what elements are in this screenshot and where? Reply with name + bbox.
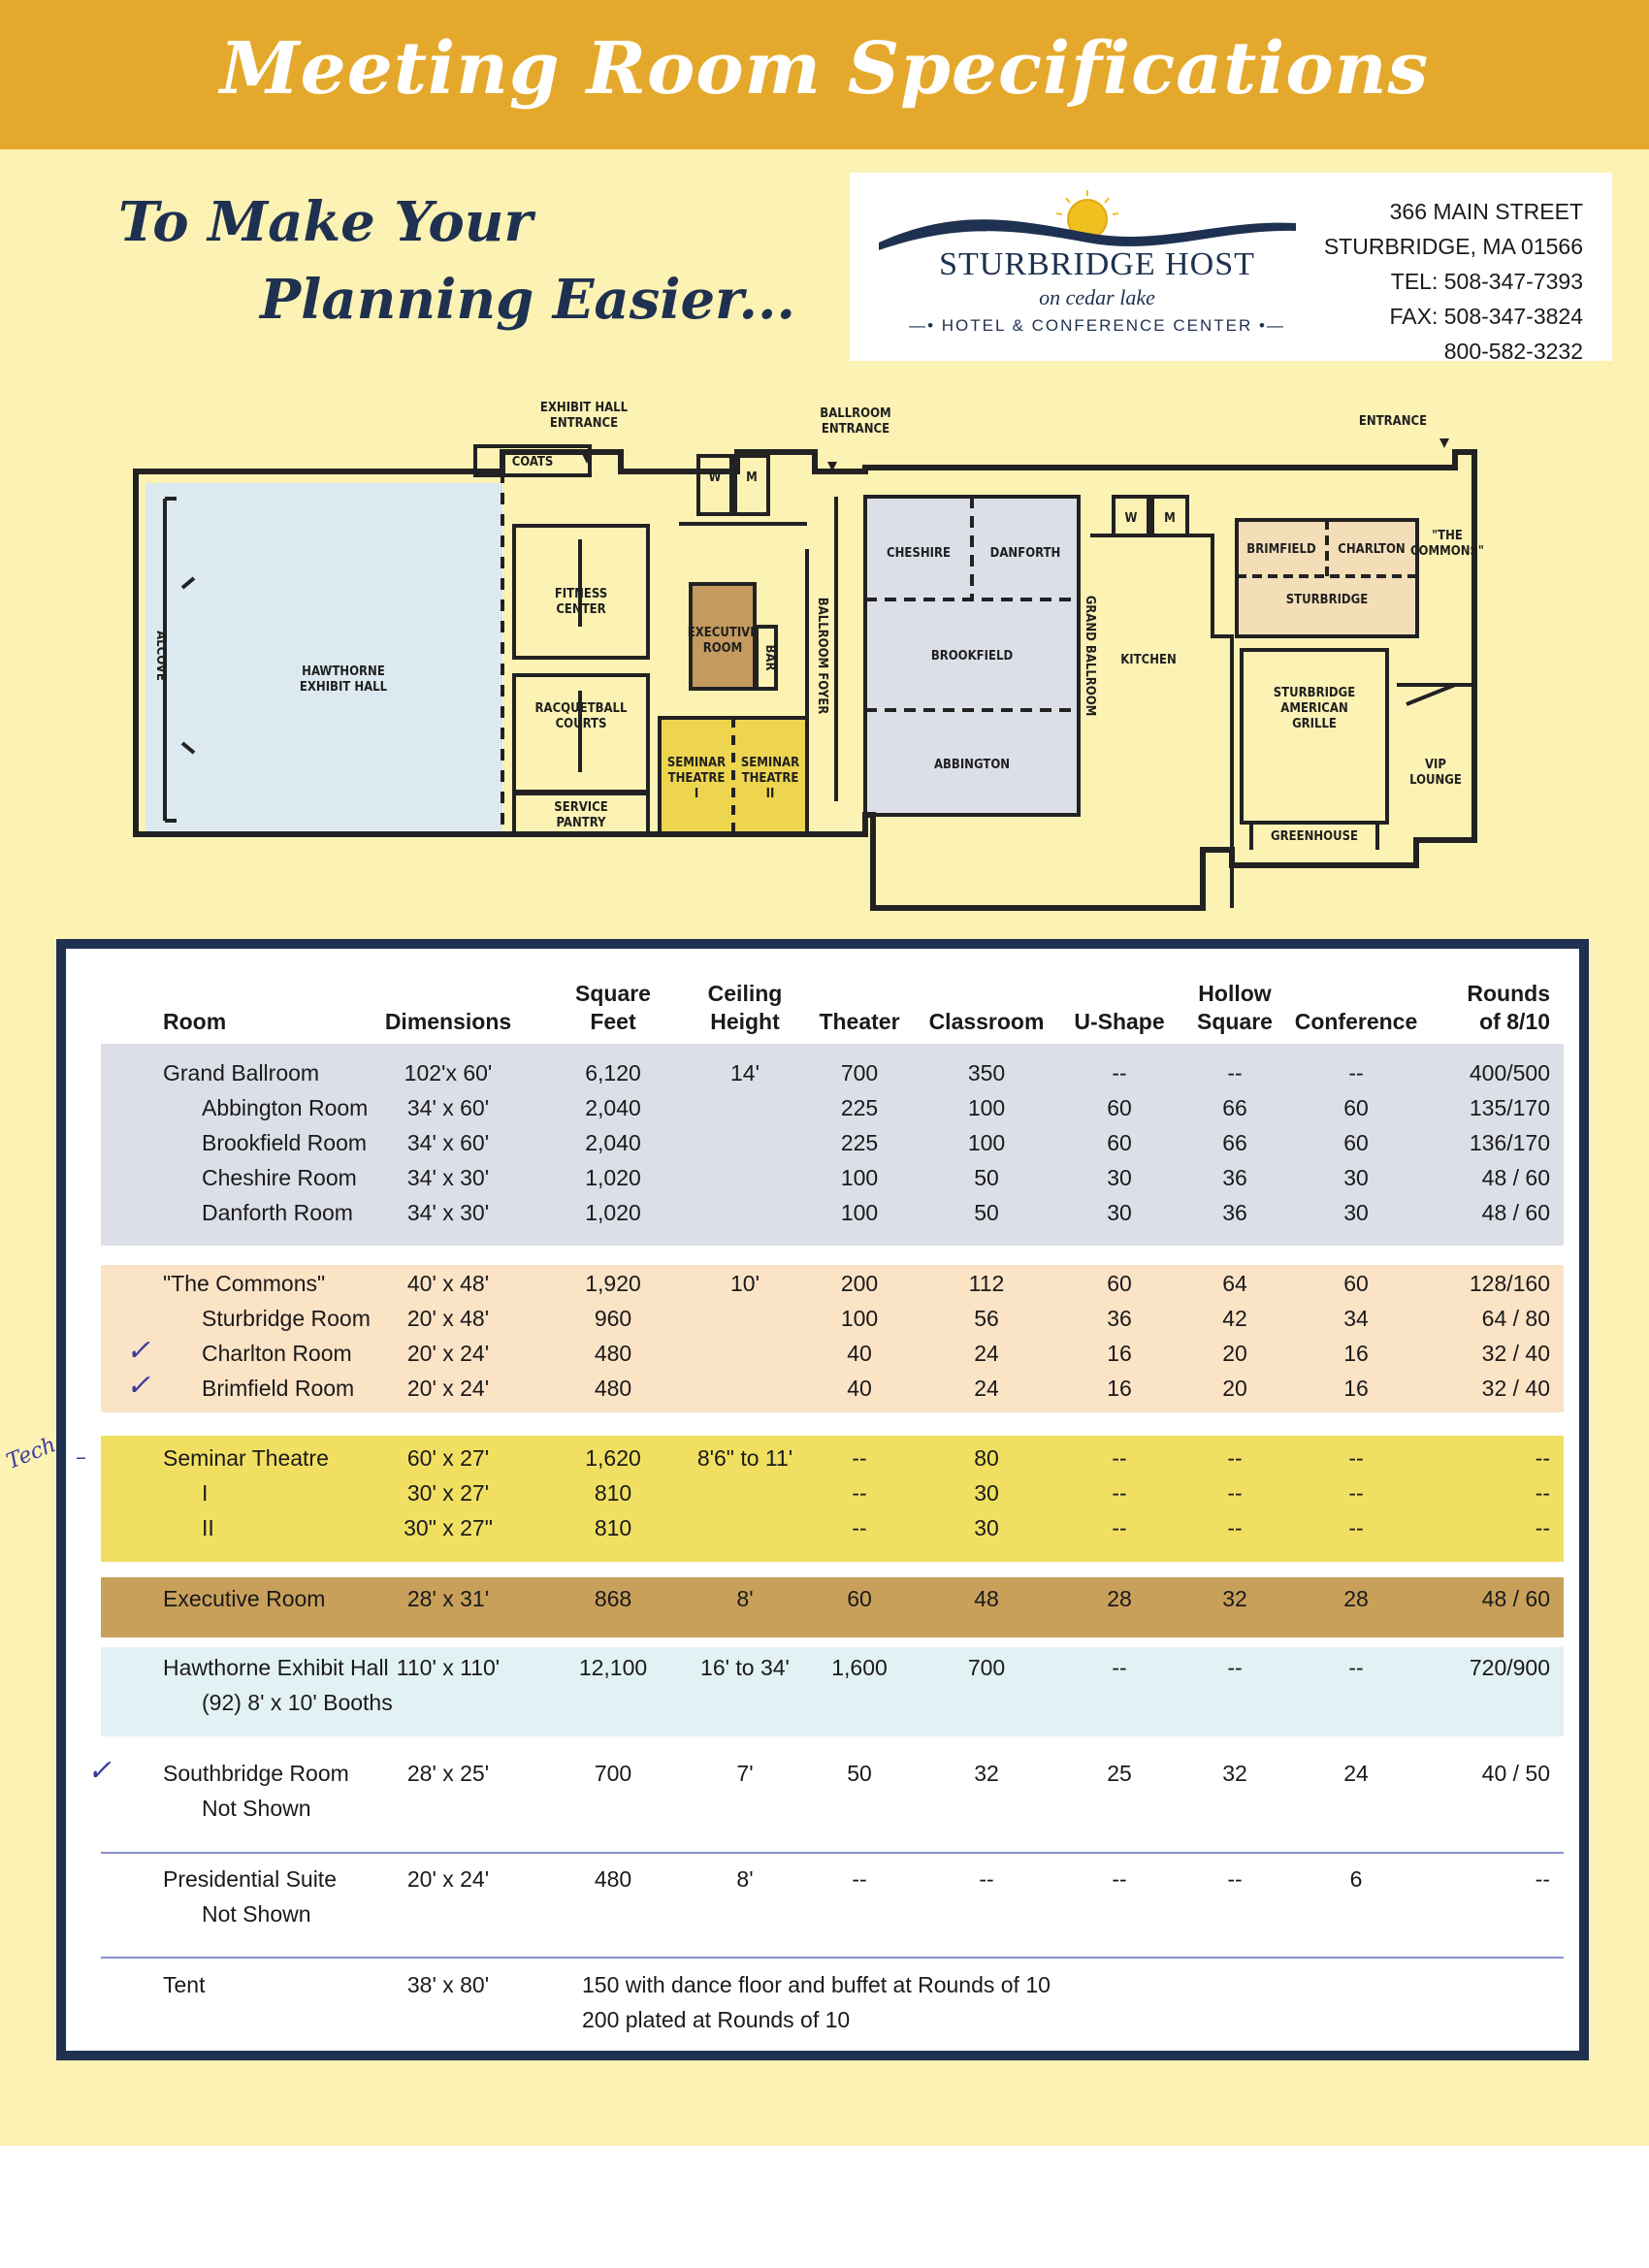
tent-note: 200 plated at Rounds of 10: [582, 2007, 851, 2032]
cell-square-feet: 810: [594, 1515, 632, 1540]
cell-dimensions: 28' x 25': [406, 1761, 490, 1786]
cell-ceiling: 8': [736, 1586, 754, 1611]
cell-conference: --: [1348, 1480, 1364, 1506]
cell-rounds: 135/170: [1469, 1095, 1550, 1120]
cell-hollow: 20: [1222, 1341, 1247, 1366]
handwritten-check-icon: ✓: [126, 1334, 151, 1368]
cell-square-feet: 1,020: [585, 1200, 641, 1225]
cell-conference: 24: [1343, 1761, 1369, 1786]
room-name: Not Shown: [202, 1901, 311, 1927]
label-entrance: ENTRANCE: [1358, 414, 1428, 429]
room-name: Not Shown: [202, 1796, 311, 1821]
cell-ushape: 30: [1107, 1165, 1132, 1190]
cell-square-feet: 1,620: [585, 1445, 641, 1471]
cell-hollow: --: [1227, 1445, 1243, 1471]
cell-ushape: --: [1112, 1515, 1127, 1540]
label-vip-2: LOUNGE: [1409, 773, 1462, 788]
label-executive-2: ROOM: [702, 641, 743, 656]
label-commons-1: "THE: [1432, 529, 1463, 543]
cell-hollow: 66: [1222, 1095, 1247, 1120]
divider-southbridge: [101, 1852, 1564, 1854]
cell-theater: 60: [847, 1586, 872, 1611]
cell-dimensions: 34' x 30': [406, 1165, 490, 1190]
cell-theater: 700: [840, 1060, 879, 1085]
cell-classroom: 30: [974, 1480, 999, 1506]
cell-classroom: 50: [974, 1200, 999, 1225]
label-danforth: DANFORTH: [989, 546, 1061, 561]
label-brimfield: BRIMFIELD: [1246, 542, 1316, 557]
cell-ushape: --: [1112, 1445, 1127, 1471]
cell-hollow: 20: [1222, 1376, 1247, 1401]
room-name: Cheshire Room: [202, 1165, 357, 1190]
cell-hollow: 36: [1222, 1165, 1247, 1190]
cell-theater: --: [852, 1480, 867, 1506]
contact-tollfree: 800-582-3232: [1443, 339, 1583, 364]
label-w-right: W: [1124, 511, 1138, 526]
cell-ushape: 60: [1107, 1095, 1132, 1120]
room-name: I: [202, 1480, 209, 1506]
specs-table: [66, 949, 1579, 2051]
cell-rounds: 40 / 50: [1481, 1761, 1550, 1786]
cell-dimensions: 102'x 60': [404, 1060, 493, 1085]
cell-classroom: 50: [974, 1165, 999, 1190]
label-hawthorne-2: EXHIBIT HALL: [299, 680, 388, 695]
label-bar: BAR: [762, 644, 777, 671]
cell-dimensions: 20' x 24': [406, 1376, 490, 1401]
cell-conference: 60: [1343, 1130, 1369, 1155]
room-name: Grand Ballroom: [163, 1060, 320, 1085]
logo-tagline: —• HOTEL & CONFERENCE CENTER •—: [909, 316, 1285, 335]
cell-conference: --: [1348, 1445, 1364, 1471]
cell-ceiling: 7': [736, 1761, 754, 1786]
cell-conference: 16: [1343, 1341, 1369, 1366]
cell-square-feet: 2,040: [585, 1130, 641, 1155]
cell-classroom: 350: [967, 1060, 1006, 1085]
header-square-feet-line-2: Feet: [590, 1009, 636, 1034]
cell-theater: 200: [840, 1271, 879, 1296]
label-seminar1-3: I: [694, 787, 699, 801]
label-charlton: CHARLTON: [1338, 542, 1406, 557]
label-service-1: SERVICE: [554, 800, 608, 815]
cell-square-feet: 480: [594, 1376, 632, 1401]
cell-dimensions: 30' x 27': [406, 1480, 490, 1506]
cell-theater: --: [852, 1445, 867, 1471]
cell-square-feet: 960: [594, 1306, 632, 1331]
logo-name: STURBRIDGE HOST: [939, 246, 1255, 282]
handwritten-dash: –: [76, 1445, 86, 1470]
cell-theater: 100: [840, 1200, 879, 1225]
cell-hollow: --: [1227, 1480, 1243, 1506]
room-name: Seminar Theatre: [163, 1445, 329, 1471]
cell-ushape: --: [1112, 1655, 1127, 1680]
logo-panel: [850, 173, 1612, 364]
label-m-left: M: [746, 470, 758, 485]
handwritten-note: Tech: [3, 1433, 60, 1474]
header-ushape: U-Shape: [1074, 1009, 1165, 1034]
label-kitchen: KITCHEN: [1120, 653, 1177, 667]
cell-dimensions: 110' x 110': [396, 1655, 501, 1680]
label-vip-1: VIP: [1425, 758, 1446, 772]
cell-ceiling: 14': [730, 1060, 760, 1085]
cell-dimensions: 20' x 24': [406, 1341, 490, 1366]
label-cheshire: CHESHIRE: [887, 546, 951, 561]
room-name: II: [202, 1515, 214, 1540]
cell-dimensions: 30" x 27": [404, 1515, 493, 1540]
cell-square-feet: 868: [594, 1586, 632, 1611]
cell-theater: 40: [847, 1341, 872, 1366]
cell-theater: 40: [847, 1376, 872, 1401]
handwritten-check-icon: ✓: [126, 1369, 151, 1403]
cell-conference: 60: [1343, 1271, 1369, 1296]
label-seminar2-2: THEATRE: [741, 771, 799, 786]
label-grand-ballroom: GRAND BALLROOM: [1083, 595, 1097, 717]
cell-conference: 34: [1343, 1306, 1369, 1331]
label-grille-2: AMERICAN: [1280, 701, 1348, 716]
cell-rounds: --: [1535, 1866, 1550, 1892]
title-banner: [0, 0, 1649, 149]
label-grille-3: GRILLE: [1292, 717, 1337, 731]
header-conference: Conference: [1294, 1009, 1418, 1034]
cell-hollow: 64: [1222, 1271, 1247, 1296]
room-name: Hawthorne Exhibit Hall: [163, 1655, 389, 1680]
cell-ushape: --: [1112, 1866, 1127, 1892]
contact-street: 366 MAIN STREET: [1389, 199, 1583, 224]
floor-plan: [116, 394, 1504, 918]
label-m-right: M: [1164, 511, 1176, 526]
cell-rounds: 128/160: [1469, 1271, 1550, 1296]
cell-dimensions: 40' x 48': [406, 1271, 490, 1296]
cell-theater: 1,600: [831, 1655, 888, 1680]
cell-classroom: 100: [967, 1130, 1006, 1155]
cell-classroom: 24: [974, 1376, 999, 1401]
label-ballroom-entrance-2: ENTRANCE: [821, 422, 890, 437]
cell-classroom: 30: [974, 1515, 999, 1540]
label-racquetball-2: COURTS: [555, 717, 607, 731]
header-ceiling-line-2: Height: [710, 1009, 780, 1034]
cell-dimensions: 34' x 30': [406, 1200, 490, 1225]
label-sturbridge: STURBRIDGE: [1285, 593, 1369, 607]
header-square-feet-line-1: Square: [575, 981, 651, 1006]
cell-theater: 100: [840, 1306, 879, 1331]
cell-ushape: 60: [1107, 1130, 1132, 1155]
cell-conference: --: [1348, 1060, 1364, 1085]
header-hollow-line-1: Hollow: [1198, 981, 1272, 1006]
cell-classroom: 48: [974, 1586, 999, 1611]
cell-rounds: --: [1535, 1445, 1550, 1471]
cell-rounds: 48 / 60: [1481, 1200, 1550, 1225]
label-greenhouse: GREENHOUSE: [1270, 829, 1359, 844]
label-abbington: ABBINGTON: [933, 758, 1011, 772]
cell-conference: 16: [1343, 1376, 1369, 1401]
cell-hollow: 66: [1222, 1130, 1247, 1155]
cell-square-feet: 480: [594, 1341, 632, 1366]
handwritten-check-icon: ✓: [87, 1754, 113, 1788]
room-name: Charlton Room: [202, 1341, 352, 1366]
contact-info: [1324, 194, 1583, 369]
cell-square-feet: 12,100: [578, 1655, 648, 1680]
room-name: Sturbridge Room: [202, 1306, 371, 1331]
contact-city: STURBRIDGE, MA 01566: [1323, 234, 1583, 259]
room-name: Brimfield Room: [202, 1376, 355, 1401]
room-name: Abbington Room: [202, 1095, 369, 1120]
logo-subtitle: on cedar lake: [1039, 285, 1155, 309]
cell-ushape: 16: [1107, 1376, 1132, 1401]
cell-conference: --: [1348, 1655, 1364, 1680]
label-seminar2-3: II: [765, 787, 775, 801]
tent-note: 150 with dance floor and buffet at Rounds of 10: [582, 1972, 1051, 1997]
room-name: Brookfield Room: [202, 1130, 368, 1155]
cell-ushape: --: [1112, 1060, 1127, 1085]
header-rounds-line-2: of 8/10: [1479, 1009, 1550, 1034]
label-executive-1: EXECUTIVE: [687, 626, 759, 640]
room-name: (92) 8' x 10' Booths: [202, 1690, 393, 1715]
hawthorne-exhibit-hall-area: [146, 483, 502, 834]
cell-classroom: --: [979, 1866, 994, 1892]
label-racquetball-1: RACQUETBALL: [534, 701, 628, 716]
cell-ushape: 16: [1107, 1341, 1132, 1366]
cell-square-feet: 6,120: [585, 1060, 641, 1085]
cell-theater: 50: [847, 1761, 872, 1786]
header-theater: Theater: [819, 1009, 900, 1034]
cell-hollow: 36: [1222, 1200, 1247, 1225]
header-hollow-line-2: Square: [1197, 1009, 1273, 1034]
tagline-line-1: To Make Your: [118, 190, 533, 254]
label-coats: COATS: [511, 455, 554, 470]
cell-theater: 225: [840, 1095, 879, 1120]
logo-tagline-text: HOTEL & CONFERENCE CENTER: [941, 316, 1253, 335]
cell-ushape: 30: [1107, 1200, 1132, 1225]
cell-dimensions: 20' x 48': [406, 1306, 490, 1331]
contact-tel: TEL: 508-347-7393: [1390, 269, 1583, 294]
header-dimensions: Dimensions: [384, 1009, 512, 1034]
header-rounds-line-1: Rounds: [1467, 981, 1550, 1006]
cell-hollow: --: [1227, 1866, 1243, 1892]
cell-theater: --: [852, 1866, 867, 1892]
page-title: Meeting Room Specifications: [219, 27, 1430, 111]
cell-square-feet: 1,920: [585, 1271, 641, 1296]
cell-square-feet: 2,040: [585, 1095, 641, 1120]
cell-square-feet: 480: [594, 1866, 632, 1892]
cell-ushape: 36: [1107, 1306, 1132, 1331]
cell-square-feet: 1,020: [585, 1165, 641, 1190]
contact-fax: FAX: 508-347-3824: [1389, 304, 1583, 329]
tagline-line-2: Planning Easier...: [260, 268, 795, 332]
cell-rounds: 64 / 80: [1481, 1306, 1550, 1331]
cell-theater: --: [852, 1515, 867, 1540]
label-service-2: PANTRY: [556, 816, 606, 830]
cell-dimensions: 28' x 31': [406, 1586, 490, 1611]
cell-classroom: 32: [974, 1761, 999, 1786]
cell-rounds: --: [1535, 1480, 1550, 1506]
cell-classroom: 24: [974, 1341, 999, 1366]
divider-presidential: [101, 1957, 1564, 1959]
cell-ceiling: 10': [730, 1271, 760, 1296]
cell-rounds: 32 / 40: [1481, 1376, 1550, 1401]
cell-ushape: 28: [1107, 1586, 1132, 1611]
cell-ushape: 60: [1107, 1271, 1132, 1296]
specs-table-frame: [56, 939, 1589, 2060]
label-alcove: ALCOVE: [153, 631, 168, 681]
cell-conference: 30: [1343, 1165, 1369, 1190]
cell-hollow: --: [1227, 1655, 1243, 1680]
cell-ceiling: 8'6" to 11': [696, 1445, 793, 1471]
cell-hollow: --: [1227, 1515, 1243, 1540]
cell-ceiling: 8': [736, 1866, 754, 1892]
cell-classroom: 700: [967, 1655, 1006, 1680]
label-hawthorne-1: HAWTHORNE: [302, 664, 385, 679]
label-fitness-1: FITNESS: [554, 587, 608, 601]
cell-classroom: 80: [974, 1445, 999, 1471]
cell-conference: 28: [1343, 1586, 1369, 1611]
cell-rounds: 48 / 60: [1481, 1586, 1550, 1611]
cell-ceiling: 16' to 34': [700, 1655, 790, 1680]
label-seminar1-1: SEMINAR: [666, 756, 727, 770]
cell-hollow: 32: [1222, 1761, 1247, 1786]
cell-rounds: 720/900: [1469, 1655, 1550, 1680]
label-seminar2-1: SEMINAR: [740, 756, 800, 770]
cell-conference: --: [1348, 1515, 1364, 1540]
cell-square-feet: 700: [594, 1761, 632, 1786]
label-ballroom-entrance-1: BALLROOM: [820, 406, 891, 421]
label-exhibit-entrance-1: EXHIBIT HALL: [539, 401, 629, 415]
cell-theater: 225: [840, 1130, 879, 1155]
cell-conference: 6: [1349, 1866, 1363, 1892]
cell-hollow: 32: [1222, 1586, 1247, 1611]
cell-conference: 60: [1343, 1095, 1369, 1120]
label-seminar1-2: THEATRE: [667, 771, 726, 786]
cell-dimensions: 60' x 27': [406, 1445, 490, 1471]
cell-rounds: 32 / 40: [1481, 1341, 1550, 1366]
cell-classroom: 112: [968, 1271, 1005, 1296]
header-room: Room: [163, 1009, 227, 1034]
header-classroom: Classroom: [928, 1009, 1045, 1034]
room-name: Danforth Room: [202, 1200, 353, 1225]
label-exhibit-entrance-2: ENTRANCE: [549, 416, 619, 431]
cell-ushape: --: [1112, 1480, 1127, 1506]
cell-rounds: --: [1535, 1515, 1550, 1540]
header-rounds: [1467, 980, 1550, 1036]
label-ballroom-foyer: BALLROOM FOYER: [815, 597, 829, 715]
cell-hollow: --: [1227, 1060, 1243, 1085]
cell-classroom: 56: [974, 1306, 999, 1331]
cell-dimensions: 34' x 60': [406, 1095, 490, 1120]
room-name: Executive Room: [163, 1586, 326, 1611]
cell-rounds: 400/500: [1469, 1060, 1550, 1085]
main-entrance-arrow-icon: [1439, 438, 1449, 448]
room-name: "The Commons": [163, 1271, 326, 1296]
cell-ushape: 25: [1107, 1761, 1132, 1786]
label-grille-1: STURBRIDGE: [1273, 686, 1356, 700]
cell-dimensions: 20' x 24': [406, 1866, 490, 1892]
cell-theater: 100: [840, 1165, 879, 1190]
label-w-left: W: [708, 470, 722, 485]
cell-rounds: 136/170: [1469, 1130, 1550, 1155]
cell-hollow: 42: [1222, 1306, 1247, 1331]
cell-classroom: 100: [967, 1095, 1006, 1120]
cell-dimensions: 34' x 60': [406, 1130, 490, 1155]
cell-square-feet: 810: [594, 1480, 632, 1506]
cell-conference: 30: [1343, 1200, 1369, 1225]
label-brookfield: BROOKFIELD: [930, 649, 1014, 664]
cell-dimensions: 38' x 80': [406, 1972, 490, 1997]
room-name: Southbridge Room: [163, 1761, 349, 1786]
header-ceiling-line-1: Ceiling: [707, 981, 783, 1006]
label-commons-2: COMMONS": [1409, 544, 1485, 559]
cell-rounds: 48 / 60: [1481, 1165, 1550, 1190]
label-fitness-2: CENTER: [556, 602, 606, 617]
room-name: Presidential Suite: [163, 1866, 337, 1892]
room-name: Tent: [163, 1972, 206, 1997]
